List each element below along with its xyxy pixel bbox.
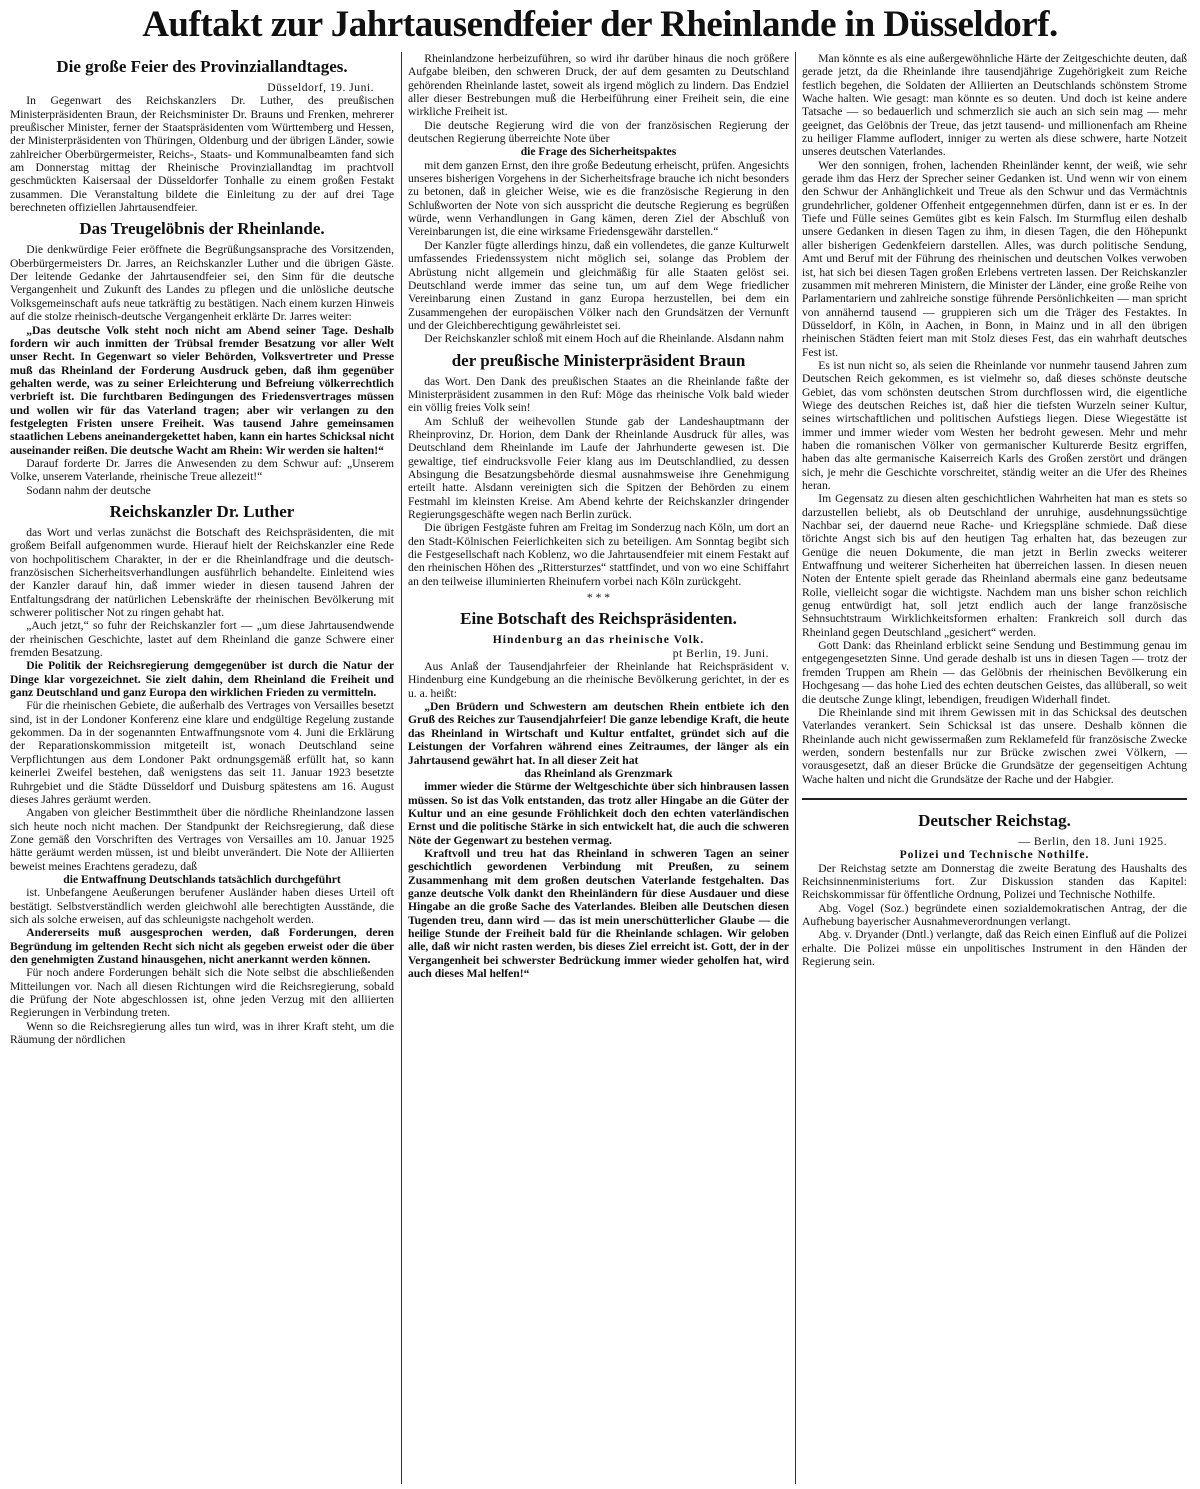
bold-paragraph: immer wieder die Stürme der Weltgeschichte über sich hinbrausen lassen müssen. So ist das Volk entstanden, das trotz aller Hingabe an die Güter der Kultur und an eine gesunde Fröhlichkeit doch den echten vaterländischen Ernst und die politische Stärke in sich entwickelt hat, die auch die schweren Nöte der Gegenwart zu bestehen vermag. [408, 780, 789, 847]
paragraph: mit dem ganzen Ernst, den ihre große Bedeutung erheischt, prüfen. Angesichts unseres bisherigen Vorgehens in der Sicherheitsfrage brauche ich nicht besonders zu betonen, daß in gleicher Weise, wie es die französische Regierung in den Schlußworten der Note von sich ausspricht die deutsche Regierung es begrüßen würde, wenn Verhandlungen in Gang kämen, deren Ziel der Abschluß von Vereinbarungen ist, die eine wirksame Friedensgewähr darstellen.“ [408, 158, 790, 239]
horizontal-rule [802, 798, 1187, 800]
dateline: Düsseldorf, 19. Juni. [267, 81, 374, 94]
section-heading: Eine Botschaft des Reichspräsidenten. [460, 609, 737, 629]
paragraph: ist. Unbefangene Aeußerungen berufener Ausländer haben dieses Urteil oft bestätigt. Selbstverständlich werden gleichwohl alle berechtigten Ausstände, die sich als solche erweisen, auf das schleunigste nachgeholt werden. [10, 886, 394, 926]
column-divider [795, 52, 796, 1484]
paragraph: Die Rheinlande sind mit ihrem Gewissen mit in das Schicksal des deutschen Vaterlandes verankert. Sein Schicksal ist das unsere. Deshalb können die Rheinlande auch nicht gewissermaßen zum Reklamefeld für französische Zwecke werden, sondern bestenfalls nur zur Brücke zwischen zwei Völkern, — vorausgesetzt, daß an dieser Brücke die Grundsätze der gegenseitigen Achtung Wache halten und nicht die Grundsätze der Rache und der Habgier. [802, 705, 1187, 786]
column-divider [401, 52, 402, 1484]
paragraph: Der Kanzler fügte allerdings hinzu, daß ein vollendetes, die ganze Kulturwelt umfassendes Friedenssystem nicht möglich sei, solange das Problem der Abrüstung nicht allgemein und gleichmäßig für alle Staaten gelöst sei. Deutschland werde immer das seine tun, um auf dem Wege friedlicher Vereinbarung einen Zustand in ganz Europa herzustellen, bei dem ein Zusammengehen der europäischen Völker nach den Grundsätzen der Vernunft und der Gleichberechtigung gewährleistet sei. [408, 238, 789, 332]
subtitle: Hindenburg an das rheinische Volk. [492, 633, 705, 647]
paragraph: In Gegenwart des Reichskanzlers Dr. Luther, des preußischen Ministerpräsidenten Braun, der Reichsminister Dr. Brauns und Frenken, mehrerer preußischer Minister, ferner der Staatspräsidenten vom Württemberg und Hessen, der Ministerpräsidenten von Thüringen, Oldenburg und der übrigen Länder, sowie zahlreicher Oberbürgermeister, Reichs-, Staats- und Kommunalbeamten fand sich am Donnerstag mittag der Rheinische Provinziallandtag im prachtvoll geschmückten Kaisersaal der Düsseldorfer Tonhalle zu einem großen Festakt zusammen. Die Veranstaltung bildete die Einleitung zu der auf drei Tage berechneten offiziellen Jahrtausendfeier. [10, 94, 394, 215]
paragraph: Abg. v. Dryander (Dntl.) verlangte, daß das Reich einen Einfluß auf die Polizei erhalte. Die Polizei müsse ein unpolitisches Instrument in den Händen der Regierung sein. [802, 928, 1187, 968]
paragraph: Der Reichskanzler schloß mit einem Hoch auf die Rheinlande. Alsdann nahm [424, 332, 784, 346]
dateline: pt Berlin, 19. Juni. [672, 646, 769, 660]
separator: * * * [586, 591, 611, 605]
centered-subhead: das Rheinland als Grenzmark [524, 766, 673, 780]
paragraph: Abg. Vogel (Soz.) begründete einen sozialdemokratischen Antrag, der die Aufhebung bayerischer Ausnahmeverordnungen verlangt. [802, 901, 1187, 928]
paragraph: Die deutsche Regierung wird die von der französischen Regierung der deutschen Regierung überreichte Note über [408, 118, 789, 146]
paragraph: Wer den sonnigen, frohen, lachenden Rheinländer kennt, der weiß, wie sehr gerade ihm das Herz der Sprecher seiner Gedanken ist. Und wenn wir von einem den Schwur der Anhänglichkeit und Treue als den Schwur und das Vermächtnis grundehrlicher, goldener Offenheit entgegennehmen dürfen, dann ist er es. In der Tiefe und Fülle seines Gemütes gibt es kein Falsch. Im Sturmflug eilen deshalb unsere Gedanken in diesen Tagen zu ihm, in diesen Tagen, die den Höhepunkt aller bisherigen Gedenkfeiern darstellen. Alles, was durch politische Sendung, Amt und Beruf mit der Führung des rheinischen und deutschen Volkes verwoben ist, hat sich bei diesen Tagen großen Erlebens vertreten lassen. Der Reichskanzler zusammen mit mehreren Ministern, die Minister der Länder, eine große Reihe von Parlamentariern und zahlreiche sonstige führende Persönlichkeiten — man spricht von annähernd tausend — gruppieren sich um die Träger des Festaktes. In Düsseldorf, in Köln, in Aachen, in Bonn, in Mainz und in all den übrigen rheinischen Städten feiert man mit Stolz dieses Fest, das ein wahrhaft deutsches Fest ist. [802, 158, 1187, 359]
centered-subhead: die Entwaffnung Deutschlands tatsächlich durchgeführt [63, 872, 341, 886]
paragraph: Gott Dank: das Rheinland erblickt seine Sendung und Bestimmung genau im entgegengesetzten Sinne. Und gerade deshalb ist uns in diesen Tagen — trotz der fremden Truppen am Rhein — das Gelöbnis der rheinischen Bevölkerung ein Hochgesang — das hohe Lied des echten deutschen Geistes, das allüberall, so weit die deutsche Zunge klingt, lebendigen, freudigen Widerhall findet. [802, 639, 1187, 706]
paragraph: „Auch jetzt,“ so fuhr der Reichskanzler fort — „um diese Jahrtausendwende der rheinischen Geschichte, lastet auf dem Rheinland die ganze Schwere einer fremden Besatzung. [10, 619, 394, 660]
paragraph: Es ist nun nicht so, als seien die Rheinlande vor nunmehr tausend Jahren zum Deutschen Reich gekommen, es ist vielmehr so, daß dieses schönste deutsche Gebiet, das vom schönsten deutschen Strom durchflossen wird, die eigentliche Wiege des deutschen Reiches ist, daß hier die tiefsten Wurzeln seiner Kultur, seines wirtschaftlichen und politischen Aufstiegs liegen. Diese Wiegestätte ist immer und immer wieder vom Westen her bedroht gewesen. Mehr und mehr haben die romanischen Völker von germanischer Kulturerde Besitz ergriffen, haben das alte germanische Kaiserreich Karls des Großen zerstört und drängen sich, je mehr die Geschichte vorschreitet, ständig weiter an die Ufer des Rheines heran. [802, 358, 1187, 492]
paragraph: Sodann nahm der deutsche [26, 483, 151, 497]
paragraph: Die übrigen Festgäste fuhren am Freitag im Sonderzug nach Köln, um dort an den Stadt-Kölnischen Feierlichkeiten sich zu beteiligen. Am Sonntag begibt sich die Festgesellschaft nach Koblenz, wo die Jahrtausendfeier mit einem Festakt auf den rheinischen Höhen des „Rittersturzes“ stattfindet, und von wo eine Schiffahrt an den teilweise illuminierten Rheinufern vorbei nach Köln zurückgeht. [408, 521, 789, 588]
section-heading: der preußische Ministerpräsident Braun [451, 350, 746, 370]
paragraph: Rheinlandzone herbeizuführen, so wird ihr darüber hinaus die noch größere Aufgabe bleiben, den schweren Druck, der auf dem gesamten zu Deutschland gehörenden Rheinlande lastet, soweit als irgend möglich zu lindern. Das Endziel aller dieser Bestrebungen muß die Herbeiführung einer Freiheit sein, die eine wirkliche Freiheit ist. [408, 52, 789, 119]
paragraph: Am Schluß der weihevollen Stunde gab der Landeshauptmann der Rheinprovinz, Dr. Horion, dem Dank der Rheinlande Ausdruck für alles, was Deutschland dem Rheinlande im Laufe der Jahrhunderte gewesen ist. Die gewaltige, tief eindrucksvolle Feier klang aus im Deutschlandlied, zu dessen Absingung die Besatzungsbehörde diesmal ausnahmsweise ihre Genehmigung erteilt hatte. Alsdann vereinigten sich die Spitzen der Behörden zu einem Festmahl im kleinsten Kreise. Am Abend kehrte der Reichskanzler dringender Regierungsgeschäfte wegen nach Berlin zurück. [408, 414, 789, 521]
bold-paragraph: Kraftvoll und treu hat das Rheinland in schweren Tagen an seiner geschichtlich gewordenen Verbindung mit Preußen, zu seinem Zusammenhang mit dem großen deutschen Vaterlande festgehalten. Das ganze deutsche Volk dankt den Rheinländern für diese Ausdauer und diese Hingabe an die große Sache des Vaterlandes. Bleiben alle Deutschen diesen Tugenden treu, dann wird — das ist mein unerschütterlicher Glaube — die heilige Stunde der Freiheit bald für die Rheinlande schlagen. Wir geloben alle, daß wir nicht rasten werden, bis dieses Ziel erreicht ist. Gott, der in der Vergangenheit bei schwerster Bedrückung immer wieder geholfen hat, wird auch dieses Mal helfen!“ [408, 846, 789, 980]
centered-subhead: die Frage des Sicherheitspaktes [520, 145, 677, 159]
paragraph: Die denkwürdige Feier eröffnete die Begrüßungsansprache des Vorsitzenden, Oberbürgermeisters Dr. Jarres, an Reichskanzler Luther und die übrigen Gäste. Der leitende Gedanke der Jahrtausendfeier sei, den Sinn für die deutsche Vergangenheit und Zukunft des Landes zu pflegen und die unlösliche deutsche Volksgemeinschaft aufs neue tatkräftig zu bestätigen. Nach einem kurzen Hinweis auf die stolze rheinisch-deutsche Vergangenheit erklärte Dr. Jarres weiter: [10, 243, 394, 324]
section-heading: Deutscher Reichstag. [918, 810, 1071, 830]
dateline: — Berlin, den 18. Juni 1925. [1018, 834, 1167, 848]
page-headline: Auftakt zur Jahrtausendfeier der Rheinlande in Düsseldorf. [142, 4, 1058, 45]
paragraph: Für die rheinischen Gebiete, die außerhalb des Vertrages von Versailles besetzt sind, ist in der Londoner Konferenz eine klare und endgültige Regelung zustande gekommen. Da in der sogenannten Entwaffnungsnote vom 4. Juni die Erklärung der Reparationskommission mitgeteilt ist, wonach Deutschland seine Verpflichtungen aus dem Londoner Pakt ordnungsgemäß erfüllt hat, so kann keinerlei Zweifel bestehen, daß wenigstens das seit 11. Januar 1923 besetzte Ruhrgebiet und die Städte Düsseldorf und Duisburg spätestens am 16. August dieses Jahres geräumt werden. [10, 699, 394, 806]
subtitle: Polizei und Technische Nothilfe. [899, 848, 1090, 862]
paragraph: Angaben von gleicher Bestimmtheit über die nördliche Rheinlandzone lassen sich heute noch nicht machen. Der Standpunkt der Reichsregierung, daß diese Zone gemäß den Vorschriften des Vertrages von Versailles am 10. Januar 1925 hätte geräumt werden müssen, ist und bleibt unverändert. Die Note der Alliierten beweist meines Erachtens geradezu, daß [10, 806, 394, 873]
paragraph: Im Gegensatz zu diesen alten geschichtlichen Wahrheiten hat man es stets so darzustellen beliebt, als ob Deutschland der unruhige, ausdehnungssüchtige Nachbar sei, der dauernd neue Rache- und Kriegspläne schmiede. Daß diese törichte Angst sich bis auf den heutigen Tag erhalten hat, das bezeugen zur Genüge die neuen Dokumente, die man jetzt in Berlin zwecks weiterer Entwaffnung und weiterer Sicherheiten hat überreichen lassen. In diesen neuen Noten der Entente spielt gerade das Rheinland abermals eine ganz bedeutsame Rolle, vielleicht sogar die wichtigste. Nachdem man uns bisher schon reichlich genug entwürdigt hat, soll jetzt endlich auch der lange französische Sehnsuchtstraum Wirklichkeitsformen erhalten: Frankreich soll durch das Rheinland gegen Deutschland „gesichert“ werden. [802, 492, 1187, 639]
article-column-1 [10, 52, 394, 1046]
paragraph: Wenn so die Reichsregierung alles tun wird, was in ihrer Kraft steht, um die Räumung der nördlichen [10, 1019, 394, 1047]
paragraph: Man könnte es als eine außergewöhnliche Härte der Zeitgeschichte deuten, daß gerade jetzt, da die Rheinlande ihre tausendjährige Zugehörigkeit zum Reiche festlich begehen, die Soldaten der Alliierten an Deutschlands schönstem Strome Wache halten. Wie gesagt: man könnte es so deuten. Und doch ist keine andere Tatsache — so bedauerlich und schmerzlich sie auch an sich sein mag — mehr geeignet, das Gelöbnis der Treue, das jetzt tausend- und millionenfach am Rheine zu heiliger Flamme auflodert, inniger zu werten als diese schwere, harte Notzeit unseres deutschen Vaterlandes. [802, 52, 1187, 159]
paragraph: Der Reichstag setzte am Donnerstag die zweite Beratung des Haushalts des Reichsinnenministeriums fort. Zur Diskussion standen das Kapitel: Reichskommissar für öffentliche Ordnung, Polizei und Technische Nothilfe. [802, 861, 1187, 902]
article-column-2 [408, 52, 789, 980]
paragraph: das Wort. Den Dank des preußischen Staates an die Rheinlande faßte der Ministerpräsident zusammen in den Ruf: Möge das rheinische Volk bald wieder ein völlig freies Volk sein! [408, 374, 789, 415]
paragraph: Aus Anlaß der Tausendjahrfeier der Rheinlande hat Reichspräsident v. Hindenburg eine Kundgebung an die rheinische Bevölkerung gerichtet, in der es u. a. heißt: [408, 660, 789, 700]
paragraph: das Wort und verlas zunächst die Botschaft des Reichspräsidenten, die mit großem Beifall aufgenommen wurde. Hierauf hielt der Reichskanzler eine Rede von hochpolitischem Charakter, in der er die Rheinlandfrage und die deutsch-französischen Sicherheitsverhandlungen ausführlich behandelte. Einleitend wies der Kanzler darauf hin, daß immer wieder in diesen tausend Jahren der Entfaltungsdrang der natürlichen Lebenskräfte der rheinischen Bevölkerung mit schwerer politischer Not zu ringen gehabt hat. [10, 525, 394, 620]
section-heading: Reichskanzler Dr. Luther [109, 501, 295, 521]
section-heading: Die große Feier des Provinziallandtages. [56, 57, 348, 76]
bold-paragraph: Andererseits muß ausgesprochen werden, daß Forderungen, deren Begründung im geltenden Recht sich nicht als gegeben erweist oder die über den genehmigten Zustand hinausgehen, nicht anerkannt werden können. [10, 926, 394, 966]
article-column-3 [802, 52, 1187, 968]
paragraph: Darauf forderte Dr. Jarres die Anwesenden zu dem Schwur auf: „Unserem Volke, unserem Vaterlande, rheinische Treue allezeit!“ [10, 456, 394, 484]
bold-paragraph: „Den Brüdern und Schwestern am deutschen Rhein entbiete ich den Gruß des Reiches zur Tausendjahrfeier! Die ganze lebendige Kraft, die heute das Rheinland in Wirtschaft und Kultur entfaltet, gründet sich auf die Leistungen der Vorfahren während eines Zeitraumes, der länger als ein Jahrtausend gewährt hat. In all dieser Zeit hat [408, 700, 789, 767]
paragraph: Für noch andere Forderungen behält sich die Note selbst die abschließenden Mitteilungen vor. Nach all diesen Richtungen wird die Reichsregierung, sobald die Prüfung der Note abgeschlossen ist, ohne jeden Verzug mit den alliierten Regierungen in Verbindung treten. [10, 966, 394, 1020]
bold-paragraph: Die Politik der Reichsregierung demgegenüber ist durch die Natur der Dinge klar vorgezeichnet. Sie zielt dahin, dem Rheinland die Freiheit und ganz Deutschland und ganz Europa den wirklichen Frieden zu vermitteln. [10, 659, 394, 700]
bold-paragraph: „Das deutsche Volk steht noch nicht am Abend seiner Tage. Deshalb fordern wir auch inmitten der Trübsal fremder Besatzung vor aller Welt unser Recht. In Gegenwart so vieler Behörden, Volksvertreter und Presse muß das Rheinland der Forderung Ausdruck geben, daß ihm gegenüber gehalten werde, was zu seiner Erleichterung und Befreiung völkerrechtlich verbrieft ist. Die furchtbaren Bedingungen des Friedensvertrages müssen und wollen wir für das Vaterland tragen; aber wir verlangen zu den festgelegten Fristen unsere Freiheit. Was tausend Jahre gemeinsamen staatlichen Lebens aneinandergekettet haben, kann ein hartes Schicksal nicht auseinander reißen. Die deutsche Wacht am Rhein: Wir werden sie halten!“ [10, 323, 394, 457]
section-heading: Das Treugelöbnis der Rheinlande. [79, 219, 325, 239]
